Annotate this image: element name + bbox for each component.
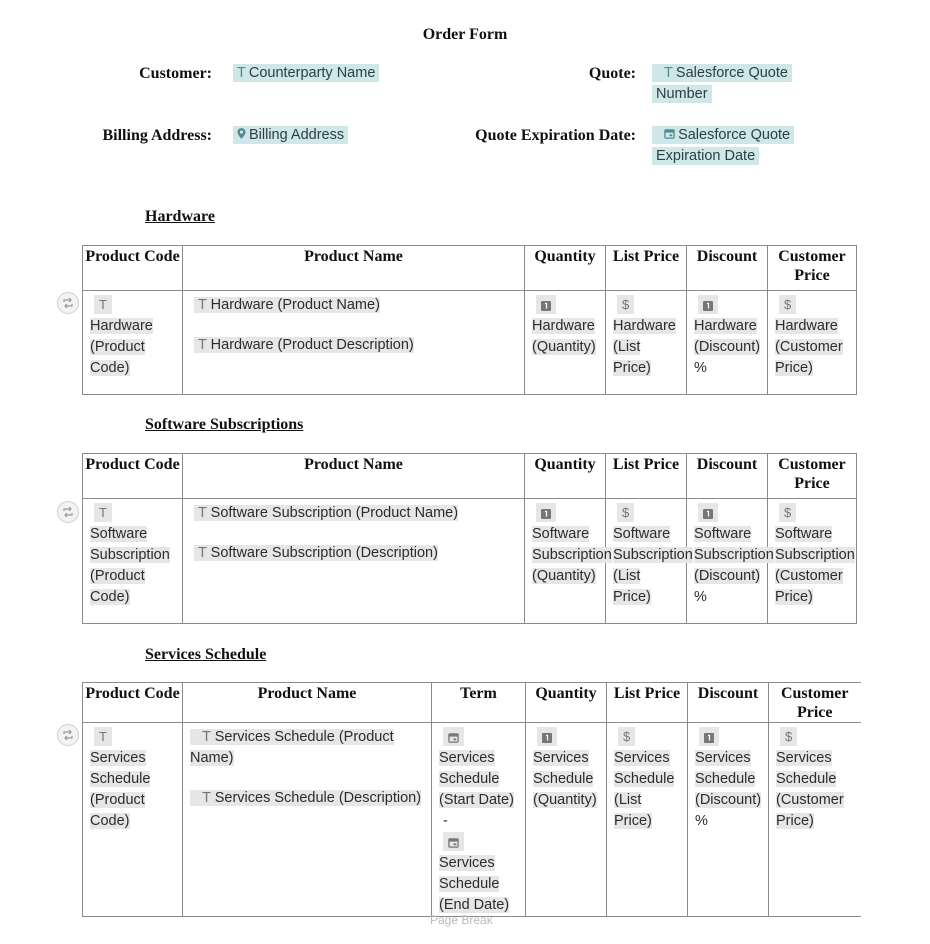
services-term-cell[interactable]: Services Schedule (Start Date) - Services Schedule (End Date) [432,723,526,917]
currency-field-icon: $ [779,503,796,522]
hardware-table [82,245,857,395]
text-field-icon: T [202,729,211,745]
software-list-cell[interactable]: $ Software Subscription (List Price) [606,499,687,624]
billing-address-label: Billing Address: [102,127,212,144]
billing-address-field[interactable] [233,125,433,146]
col-list-price: List Price [606,246,687,291]
quote-expiration-field[interactable] [652,125,812,167]
currency-field-icon: $ [617,295,634,314]
text-field-icon: T [202,790,211,806]
text-field-icon: T [198,505,207,521]
table-row [83,499,857,624]
col-product-name: Product Name [183,683,432,723]
col-customer-price: Customer Price [769,683,861,723]
currency-field-icon: $ [779,295,796,314]
software-name-field[interactable]: T Software Subscription (Product Name) [194,505,458,521]
hardware-name-cell[interactable] [183,291,525,395]
customer-field[interactable] [233,63,433,84]
page-break-label: Page Break [430,913,493,927]
hardware-discount-cell[interactable]: Hardware (Discount) % [687,291,768,395]
number-field-icon [536,503,556,522]
number-field-icon [536,295,556,314]
quote-label: Quote: [588,65,636,82]
number-field-icon [698,295,718,314]
number-field-icon [537,727,557,746]
date-field-icon [443,832,464,851]
col-quantity: Quantity [525,246,606,291]
table-row [83,291,857,395]
text-field-icon: T [94,295,112,314]
col-term: Term [432,683,526,723]
software-name-cell[interactable] [183,499,525,624]
currency-field-icon: $ [780,727,797,746]
col-product-code: Product Code [83,246,183,291]
currency-field-icon: $ [618,727,635,746]
repeat-loop-icon[interactable] [57,724,79,746]
repeat-loop-icon[interactable] [57,501,79,523]
hardware-qty-cell[interactable]: Hardware (Quantity) [525,291,606,395]
repeat-loop-icon[interactable] [57,292,79,314]
software-customer-cell[interactable]: $ Software Subscription (Customer Price) [768,499,857,624]
services-qty-cell[interactable]: Services Schedule (Quantity) [526,723,607,917]
section-title-software: Software Subscriptions [145,416,304,433]
col-list-price: List Price [607,683,688,723]
services-name-field[interactable]: T Services Schedule (Product Name) [190,729,394,766]
col-quantity: Quantity [526,683,607,723]
date-field-icon [443,727,464,746]
number-field-icon [698,503,718,522]
quote-field[interactable] [652,63,812,105]
col-discount: Discount [687,454,768,499]
col-quantity: Quantity [525,454,606,499]
software-qty-cell[interactable]: Software Subscription (Quantity) [525,499,606,624]
text-field-icon: T [94,503,112,522]
text-field-icon: T [237,65,246,81]
software-code-cell[interactable]: T Software Subscription (Product Code) [83,499,183,624]
services-discount-cell[interactable]: Services Schedule (Discount) % [688,723,769,917]
customer-value: Counterparty Name [248,65,376,81]
hardware-list-cell[interactable]: $ Hardware (List Price) [606,291,687,395]
col-product-name: Product Name [183,454,525,499]
quote-value: Salesforce Quote Number [656,65,788,102]
date-field-icon [656,127,675,143]
section-title-hardware: Hardware [145,208,215,225]
table-row [83,723,861,917]
quote-expiration-value: Salesforce Quote Expiration Date [656,127,791,164]
hardware-name-field[interactable]: T Hardware (Product Name) [194,297,380,313]
services-customer-cell[interactable]: $ Services Schedule (Customer Price) [769,723,861,917]
hardware-desc-field[interactable]: T Hardware (Product Description) [194,337,414,353]
software-table [82,453,857,624]
services-desc-field[interactable]: T Services Schedule (Description) [190,790,421,806]
customer-label: Customer: [139,65,212,82]
col-discount: Discount [687,246,768,291]
text-field-icon: T [198,337,207,353]
col-customer-price: Customer Price [768,246,857,291]
text-field-icon: T [198,545,207,561]
software-discount-cell[interactable]: Software Subscription (Discount) % [687,499,768,624]
services-code-cell[interactable]: T Services Schedule (Product Code) [83,723,183,917]
page-title: Order Form [422,26,508,43]
text-field-icon: T [656,65,673,81]
col-list-price: List Price [606,454,687,499]
billing-address-value: Billing Address [249,127,345,143]
quote-expiration-label: Quote Expiration Date: [475,127,636,144]
software-desc-field[interactable]: T Software Subscription (Description) [194,545,438,561]
hardware-code-cell[interactable]: T Hardware (Product Code) [83,291,183,395]
services-name-cell[interactable] [183,723,432,917]
col-product-name: Product Name [183,246,525,291]
text-field-icon: T [198,297,207,313]
hardware-customer-cell[interactable]: $ Hardware (Customer Price) [768,291,857,395]
services-list-cell[interactable]: $ Services Schedule (List Price) [607,723,688,917]
number-field-icon [699,727,719,746]
location-pin-icon [237,127,246,143]
col-discount: Discount [688,683,769,723]
section-title-services: Services Schedule [145,646,267,663]
text-field-icon: T [94,727,112,746]
currency-field-icon: $ [617,503,634,522]
col-product-code: Product Code [83,454,183,499]
col-product-code: Product Code [83,683,183,723]
col-customer-price: Customer Price [768,454,857,499]
